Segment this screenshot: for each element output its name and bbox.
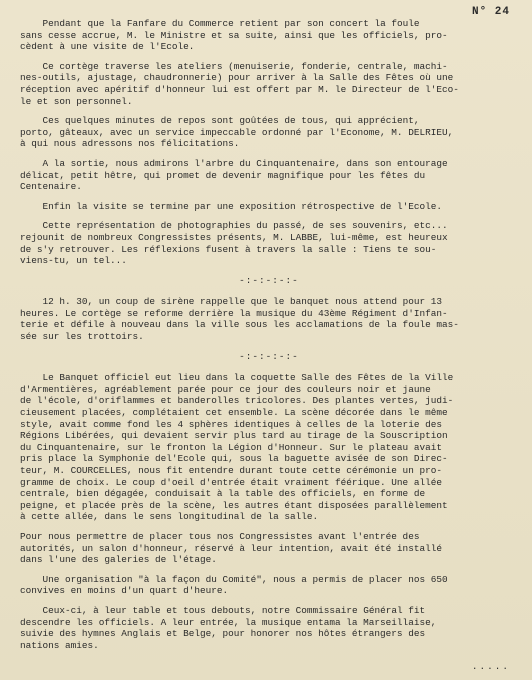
document-body: [20, 18, 518, 659]
paragraph-exhibition: Enfin la visite se termine par une exposition rétrospective de l'Ecole.: [20, 200, 442, 212]
paragraph-workshops: Ce cortège traverse les ateliers (menuiserie, fonderie, centrale, machi- nes-outils, ajustage, chaudronnerie) pour arriver à la Salle des Fêtes où une réception avec apéritif d'honneur lui est offert par M. le Directeur de l'Eco- le et son personnel.: [20, 60, 459, 107]
paragraph-tree: A la sortie, nous admirons l'arbre du Cinquantenaire, dans son entourage délicat, petit hêtre, qui promet de devenir magnifique pour les fêtes du Centenaire.: [20, 157, 448, 193]
page-number: N° 24: [471, 6, 510, 18]
continuation-marker: .....: [471, 661, 510, 672]
paragraph-rest: Ces quelques minutes de repos sont goûtées de tous, qui apprécient, porto, gâteaux, avec un service impeccable ordonné par l'Econome, M. DELRIEU, à qui nous adressons nos félicitations.: [20, 115, 454, 150]
paragraph-banquet: Le Banquet officiel eut lieu dans la coquette Salle des Fêtes de la Ville d'Armentières, agréablement parée pour ce jour des couleurs noir et jaune de l'école, d'oriflammes et banderolles tricolores. Des plantes vertes, judi- cieusement placées, complétaient cet ensemble. La scène décorée dans le même style, avait comme fond les 4 sphères identiques à celles de la loterie des Régions Libérées, qui devaient servir plus tard au tirage de la Souscription du Cinquantenaire, sur le fronton la Légion d'Honneur. Sur le plateau avait pris place la Symphonie del'Ecole qui, sous la baguette avisée de son Direc- teur, M. COURCELLES, nous fit entendre durant toute cette cérémonie un pro- gramme de choix. Le coup d'oeil d'entrée était vraiment féérique. Une allée centrale, bien dégagée, conduisait à la table des officiels, en forme de peigne, et placée près de la scène, les autres étant disposées parallèlement à cette allée, dans le sens longitudinal de la salle.: [20, 372, 454, 523]
section-separator: -:-:-:-:-: [239, 350, 299, 362]
paragraph-visit-intro: Pendant que la Fanfare du Commerce retient par son concert la foule sans cesse accrue, M. le Ministre et sa suite, ainsi que les officiels, pro- cèdent à une visite de l'Ecole.: [20, 18, 448, 53]
paragraph-siren: 12 h. 30, un coup de sirène rappelle que le banquet nous attend pour 13 heures. Le cortège se reforme derrière la musique du 43ème Régiment d'Infan- terie et défile à nouveau dans la ville sous les acclamations de la foule mas- sée sur les trottoirs.: [20, 296, 459, 343]
paragraph-organisation: Une organisation "à la façon du Comité", nous a permis de placer nos 650 convives en moins d'un quart d'heure.: [20, 573, 448, 597]
paragraph-photographs: Cette représentation de photographies du passé, de ses souvenirs, etc... rejounit de nombreux Congressistes présents, M. LABBE, lui-même, est heureux de s'y retrouver. Les réflexions fusent à travers la salle : Tiens te sou- viens-tu, un tel...: [20, 220, 448, 267]
section-separator: -:-:-:-:-: [239, 274, 299, 286]
paragraph-marseillaise: Ceux-ci, à leur table et tous debouts, notre Commissaire Général fit descendre les officiels. A leur entrée, la musique entama la Marseillaise, suivie des hymnes Anglais et Belge, pour honorer nos hôtes étrangers des nations amies.: [20, 604, 437, 651]
paragraph-salon: Pour nous permettre de placer tous nos Congressistes avant l'entrée des autorités, un salon d'honneur, réservé à leur intention, avait été installé dans l'une des galeries de l'étage.: [20, 530, 442, 566]
